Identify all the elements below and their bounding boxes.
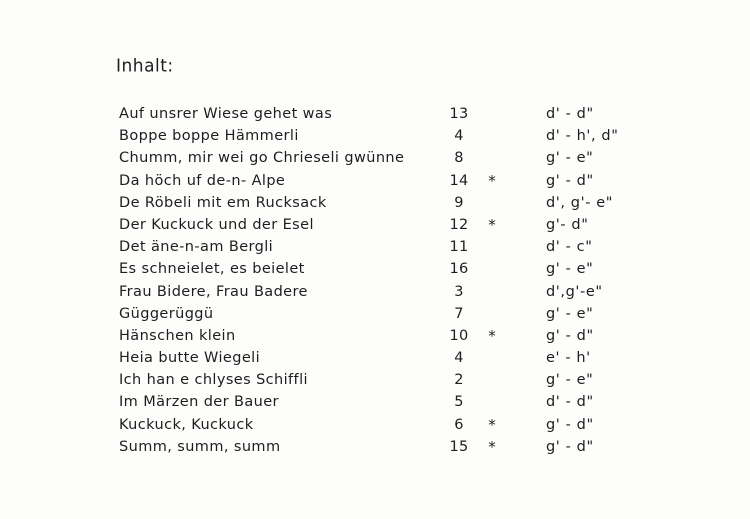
song-title: Heia butte Wiegeli (119, 350, 260, 367)
page-number: 13 (449, 106, 469, 122)
tone-range: g' - d" (546, 327, 594, 344)
page-number: 14 (449, 172, 469, 189)
toc-entry (0, 236, 750, 258)
page-number: 2 (454, 372, 464, 389)
page-heading: Inhalt: (116, 56, 174, 77)
song-title: Frau Bidere, Frau Badere (119, 283, 308, 300)
star-mark: * (488, 415, 496, 434)
tone-range: g' - e" (546, 261, 594, 278)
page-number: 3 (454, 283, 464, 300)
table-of-contents (0, 103, 750, 458)
song-title: Güggerüggü (119, 305, 214, 322)
toc-entry (0, 391, 750, 413)
page-number: 12 (449, 216, 469, 233)
song-title: Det äne-n-am Bergli (119, 239, 274, 256)
toc-entry (0, 125, 750, 147)
song-title: Der Kuckuck und der Esel (119, 216, 314, 233)
toc-entry (0, 281, 750, 303)
song-title: De Röbeli mit em Rucksack (119, 194, 327, 211)
toc-entry (0, 369, 750, 391)
star-mark: * (488, 437, 496, 456)
toc-entry (0, 214, 750, 236)
page-number: 11 (449, 239, 469, 256)
tone-range: d' - d" (546, 106, 594, 122)
song-title: Boppe boppe Hämmerli (119, 128, 299, 145)
tone-range: d',g'-e" (546, 283, 603, 300)
page-number: 16 (449, 261, 469, 278)
page-number: 8 (454, 150, 464, 167)
song-title: Summ, summ, summ (119, 438, 281, 455)
toc-entry (0, 436, 750, 458)
star-mark: * (488, 215, 496, 234)
tone-range: d' - h', d" (546, 128, 619, 145)
song-title: Kuckuck, Kuckuck (119, 416, 254, 433)
toc-entry (0, 258, 750, 280)
tone-range: g' - d" (546, 438, 594, 455)
toc-entry (0, 103, 750, 125)
tone-range: e' - h' (546, 350, 591, 367)
song-title: Chumm, mir wei go Chrieseli gwünne (119, 150, 405, 167)
song-title: Ich han e chlyses Schiffli (119, 372, 308, 389)
toc-entry (0, 170, 750, 192)
tone-range: d' - c" (546, 239, 593, 256)
tone-range: d' - d" (546, 394, 594, 411)
page-number: 7 (454, 305, 464, 322)
page-number: 15 (449, 438, 469, 455)
song-title: Im Märzen der Bauer (119, 394, 279, 411)
tone-range: g' - e" (546, 372, 594, 389)
page-number: 6 (454, 416, 464, 433)
page-number: 10 (449, 327, 469, 344)
toc-entry (0, 192, 750, 214)
toc-entry (0, 147, 750, 169)
page-number: 4 (454, 128, 464, 145)
tone-range: g'- d" (546, 216, 589, 233)
toc-entry (0, 414, 750, 436)
star-mark: * (488, 171, 496, 190)
tone-range: g' - e" (546, 150, 594, 167)
page-number: 4 (454, 350, 464, 367)
tone-range: d', g'- e" (546, 194, 614, 211)
star-mark: * (488, 326, 496, 345)
toc-entry (0, 347, 750, 369)
tone-range: g' - d" (546, 172, 594, 189)
page-number: 5 (454, 394, 464, 411)
toc-entry (0, 325, 750, 347)
song-title: Hänschen klein (119, 327, 236, 344)
tone-range: g' - e" (546, 305, 594, 322)
toc-entry (0, 303, 750, 325)
tone-range: g' - d" (546, 416, 594, 433)
song-title: Da höch uf de-n- Alpe (119, 172, 286, 189)
page-number: 9 (454, 194, 464, 211)
song-title: Es schneielet, es beielet (119, 261, 305, 278)
song-title: Auf unsrer Wiese gehet was (119, 106, 333, 122)
